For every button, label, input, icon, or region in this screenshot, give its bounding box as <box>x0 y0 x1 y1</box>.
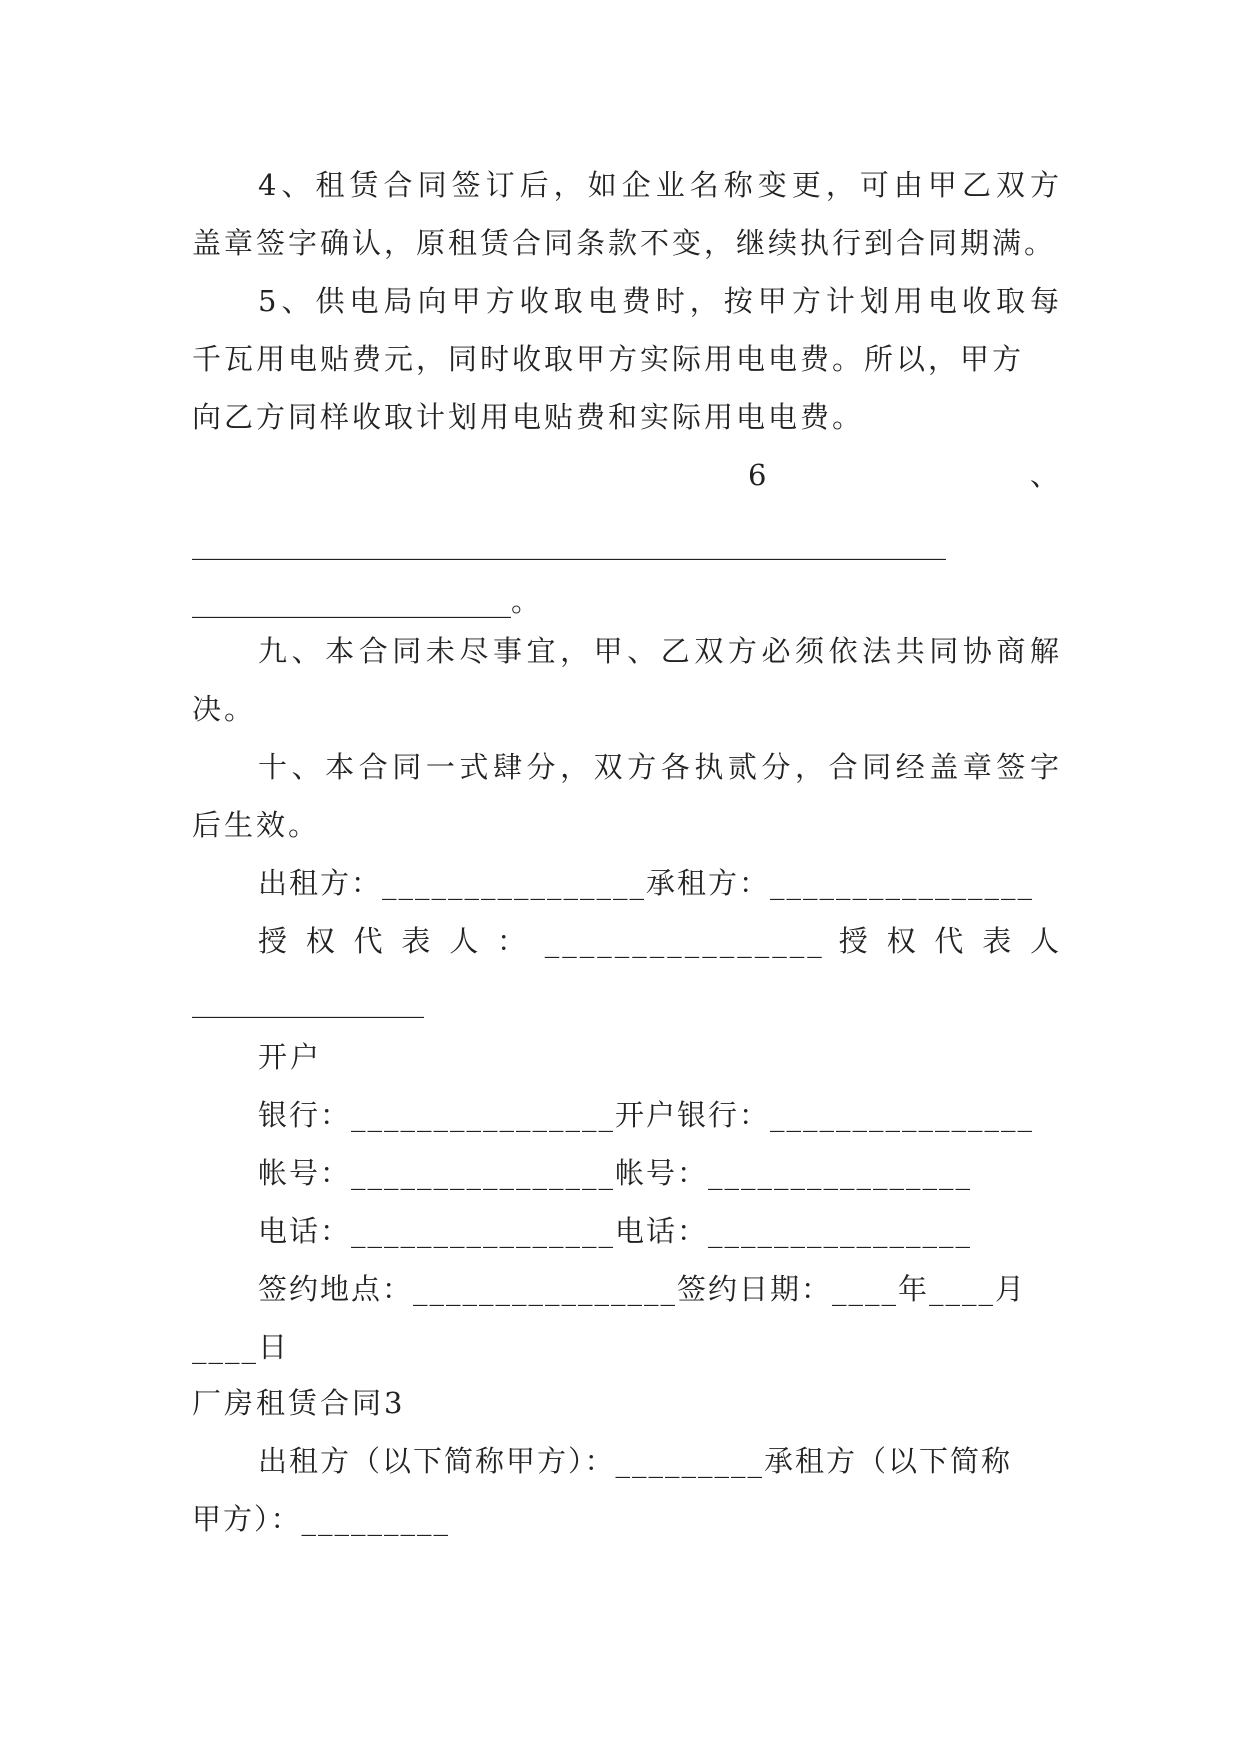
clause-ten-line: 后生效。 <box>192 808 321 842</box>
item-mark: 、 <box>1030 458 1060 492</box>
clause-ten-line: 十、本合同一式肆分，双方各执贰分，合同经盖章签字 <box>258 750 1062 784</box>
bank-line: 银行：________________开户银行：________________ <box>258 1098 1035 1132</box>
clause-nine-line: 决。 <box>192 692 257 726</box>
sign-day-line: ____日 <box>192 1330 290 1364</box>
account-line: 帐号：________________帐号：________________ <box>258 1156 973 1190</box>
paragraph-line: 4、租赁合同签订后，如企业名称变更，可由甲乙双方 <box>258 168 1062 202</box>
clause-nine-line: 九、本合同未尽事宜，甲、乙双方必须依法共同协商解 <box>258 634 1062 668</box>
paragraph-line: 5、供电局向甲方收取电费时，按甲方计划用电收取每 <box>258 284 1062 318</box>
section-title: 厂房租赁合同3 <box>192 1386 406 1420</box>
paragraph-line: 盖章签字确认，原租赁合同条款不变，继续执行到合同期满。 <box>192 226 1057 260</box>
blank-line: ______________________。 <box>192 584 541 618</box>
bank-label-line: 开户 <box>258 1040 323 1074</box>
signature-line-lessor: 出租方：________________承租方：________________ <box>258 866 1035 900</box>
paragraph-line: 向乙方同样收取计划用电贴费和实际用电电费。 <box>192 400 865 434</box>
signature-line-representative: 授 权 代 表 人 ： ________________ 授 权 代 表 人 <box>258 924 1062 958</box>
sign-place-date-line: 签约地点：________________签约日期：____年____月 <box>258 1272 1027 1306</box>
item-number: 6 <box>748 458 767 492</box>
blank-line: ____________________________________________________ <box>192 526 946 560</box>
phone-line: 电话：________________电话：________________ <box>258 1214 973 1248</box>
paragraph-line: 千瓦用电贴费元，同时收取甲方实际用电电费。所以，甲方 <box>192 342 1025 376</box>
party-line: 甲方）：_________ <box>192 1502 451 1536</box>
signature-line-representative-blank: ________________ <box>192 984 424 1018</box>
party-line: 出租方（以下简称甲方）：_________承租方（以下简称 <box>258 1444 1013 1478</box>
